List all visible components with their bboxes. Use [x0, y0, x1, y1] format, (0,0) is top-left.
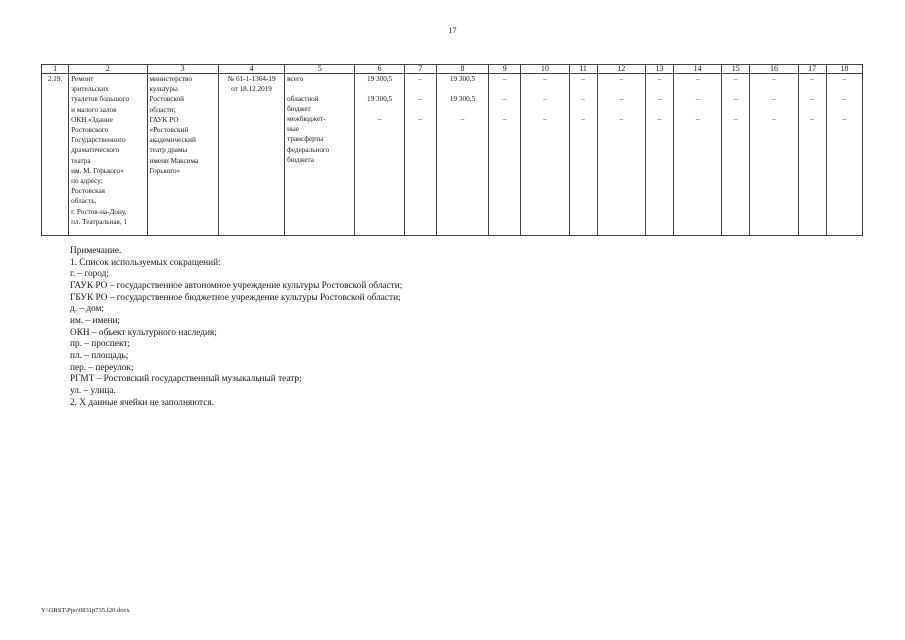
- cell-line: г. Ростов-на-Дону,: [71, 207, 127, 216]
- document-cell: [218, 74, 284, 236]
- value-cell: –: [674, 74, 722, 94]
- value-cell: –: [404, 74, 436, 94]
- notes-heading: Примечание.: [70, 246, 122, 256]
- cell-line: и малого залов: [71, 105, 117, 114]
- note-line: пр. – проспект;: [70, 339, 131, 350]
- table-row: [42, 74, 863, 94]
- value-cell: –: [597, 74, 645, 94]
- value-cell: –: [489, 74, 521, 94]
- column-header: 8: [436, 65, 488, 74]
- value-cell: –: [355, 114, 404, 236]
- cell-line: ные: [287, 125, 300, 134]
- value-cell: 19 300,5: [436, 94, 488, 114]
- value-cell: –: [569, 74, 597, 94]
- cell-line: Ростовской: [149, 95, 185, 104]
- value-cell: –: [722, 114, 750, 236]
- cell-line: пл. Театральная, 1: [71, 217, 128, 226]
- value-cell: –: [404, 114, 436, 236]
- value-cell: –: [521, 74, 569, 94]
- cell-line: бюджета: [287, 155, 314, 164]
- column-header: 15: [722, 65, 750, 74]
- note-line: им. – имени;: [70, 315, 120, 326]
- column-header: 11: [569, 65, 597, 74]
- customer-cell: [147, 74, 218, 236]
- note-line: д. – дом;: [70, 304, 105, 315]
- value-cell: 19 300,5: [355, 74, 404, 94]
- cell-line: драматического: [71, 146, 120, 155]
- cell-line: Государственного: [71, 136, 126, 145]
- funding-source-cell: [285, 94, 355, 114]
- cell-line: зрительских: [71, 85, 109, 94]
- cell-line: бюджет: [287, 104, 311, 113]
- notes-section: [70, 246, 402, 409]
- value-cell: –: [569, 94, 597, 114]
- cell-line: трансферты: [287, 135, 324, 144]
- column-header: 4: [218, 65, 284, 74]
- column-header: 5: [285, 65, 355, 74]
- note-line: ул. – улица.: [70, 385, 116, 396]
- note-line: пер. – переулок;: [70, 362, 134, 373]
- value-cell: –: [798, 74, 826, 94]
- cell-line: ГАУК РО: [149, 115, 179, 124]
- cell-line: федерального: [287, 145, 330, 154]
- value-cell: –: [597, 114, 645, 236]
- value-cell: –: [798, 94, 826, 114]
- note-line: РГМТ – Ростовский государственный музыкальный театр;: [70, 374, 302, 385]
- cell-line: «Ростовский: [149, 126, 189, 135]
- column-header: 16: [750, 65, 798, 74]
- cell-line: № 61-1-1364-19: [227, 75, 276, 83]
- value-cell: 19 300,5: [436, 74, 488, 94]
- value-cell: –: [826, 94, 862, 114]
- note-line: 1. Список используемых сокращений:: [70, 257, 221, 268]
- cell-line: межбюджет-: [287, 114, 326, 123]
- value-cell: –: [645, 94, 673, 114]
- value-cell: 19 300,5: [355, 94, 404, 114]
- note-line: 2. Х данные ячейки не заполняются.: [70, 397, 214, 408]
- column-header: 12: [597, 65, 645, 74]
- cell-line: министерство: [149, 75, 192, 83]
- cell-line: имени Максима: [149, 156, 199, 165]
- value-cell: –: [674, 114, 722, 236]
- column-header: 2: [69, 65, 147, 74]
- column-header: 6: [355, 65, 404, 74]
- cell-line: им. М. Горького»: [71, 166, 124, 175]
- cell-line: ОКН «Здание: [71, 115, 113, 124]
- value-cell: –: [404, 94, 436, 114]
- cell-line: всего: [287, 75, 304, 83]
- column-header: 9: [489, 65, 521, 74]
- column-header: 7: [404, 65, 436, 74]
- column-header: 1: [42, 65, 69, 74]
- value-cell: –: [826, 114, 862, 236]
- cell-line: Горького»: [149, 166, 181, 175]
- cell-line: Ремонт: [71, 75, 94, 83]
- note-line: пл. – площадь;: [70, 350, 129, 361]
- row-number: 2.19.: [42, 74, 69, 236]
- value-cell: –: [489, 94, 521, 114]
- value-cell: –: [569, 114, 597, 236]
- value-cell: –: [489, 114, 521, 236]
- cell-line: туалетов большого: [71, 95, 130, 104]
- value-cell: –: [722, 94, 750, 114]
- value-cell: –: [645, 114, 673, 236]
- column-header: 10: [521, 65, 569, 74]
- value-cell: –: [798, 114, 826, 236]
- funding-source-cell: [285, 114, 355, 236]
- funding-source-cell: [285, 74, 355, 94]
- value-cell: –: [436, 114, 488, 236]
- column-header: 13: [645, 65, 673, 74]
- value-cell: –: [597, 94, 645, 114]
- cell-line: области;: [149, 105, 176, 114]
- value-cell: –: [750, 114, 798, 236]
- note-line: ГАУК РО – государственное автономное учреждение культуры Ростовской области;: [70, 280, 403, 291]
- table-header-row: [42, 65, 863, 74]
- value-cell: –: [521, 114, 569, 236]
- note-line: ОКН – объект культурного наследия;: [70, 327, 217, 338]
- cell-line: академический: [149, 136, 196, 145]
- note-line: ГБУК РО – государственное бюджетное учреждение культуры Ростовской области;: [70, 292, 401, 303]
- cell-line: по адресу:: [71, 177, 103, 186]
- cell-line: Ростовская: [71, 187, 105, 196]
- value-cell: –: [826, 74, 862, 94]
- value-cell: –: [645, 74, 673, 94]
- data-table: [41, 64, 863, 236]
- file-path-footer: Y:\ORST\Ppo\0831p735.f20.docx: [41, 607, 130, 614]
- cell-line: Ростовского: [71, 126, 109, 135]
- object-cell: [69, 74, 147, 236]
- page-number: 17: [448, 26, 457, 35]
- note-line: г. – город;: [70, 269, 109, 280]
- cell-line: театр драмы: [149, 146, 188, 155]
- column-header: 17: [798, 65, 826, 74]
- cell-line: область,: [71, 197, 97, 206]
- column-header: 3: [147, 65, 218, 74]
- cell-line: театра: [71, 156, 91, 165]
- value-cell: –: [722, 74, 750, 94]
- value-cell: –: [521, 94, 569, 114]
- column-header: 18: [826, 65, 862, 74]
- value-cell: –: [750, 94, 798, 114]
- value-cell: –: [674, 94, 722, 114]
- cell-line: культуры: [149, 85, 178, 94]
- value-cell: –: [750, 74, 798, 94]
- cell-line: от 18.12.2019: [231, 85, 272, 94]
- column-header: 14: [674, 65, 722, 74]
- cell-line: областной: [287, 94, 319, 103]
